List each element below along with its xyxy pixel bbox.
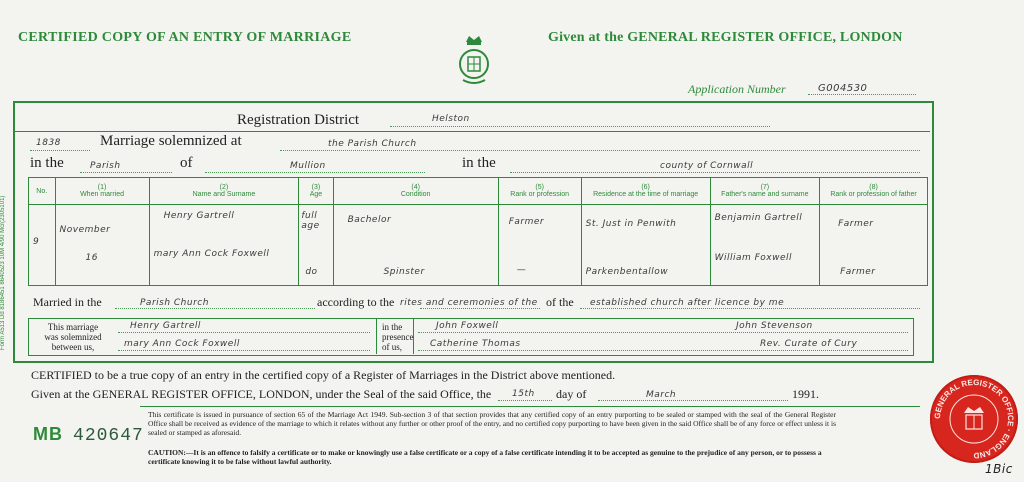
table-row (29, 205, 928, 286)
officiant-signature: John Stevenson (736, 321, 813, 331)
issue-year: 1991. (792, 387, 819, 401)
in-the-label: in the (30, 155, 64, 171)
col-father-rank-header: (8) Rank or profession of father (820, 178, 928, 205)
county-value: county of Cornwall (660, 161, 754, 171)
officiant-title: Rev. Curate of Cury (760, 339, 858, 349)
issue-day: 15th (512, 389, 535, 399)
royal-crest-icon (457, 32, 491, 92)
cell-father-rank: Farmer Farmer (820, 205, 928, 286)
col-when-married-header: (1) When married (55, 178, 149, 205)
col-name-header: (2) Name and Surname (149, 178, 299, 205)
according-label: according to the (317, 295, 395, 309)
groom-signature: Henry Gartrell (130, 321, 201, 331)
serial-number: MB 420647 (33, 424, 144, 446)
of-the-label: of the (546, 295, 574, 309)
of-label: of (180, 155, 193, 171)
bride-signature: mary Ann Cock Foxwell (124, 339, 240, 349)
col-father-name-header: (7) Father's name and surname (710, 178, 820, 205)
presence-label: in the presence of us, (382, 322, 414, 352)
col-age-header: (3) Age (299, 178, 333, 205)
certificate-title: CERTIFIED COPY OF AN ENTRY OF MARRIAGE (18, 30, 352, 45)
issue-month: March (646, 390, 677, 400)
seal-emblem-icon (930, 375, 1018, 463)
issuing-office-title: Given at the GENERAL REGISTER OFFICE, LONDON (548, 30, 903, 45)
parish-value: Parish (90, 161, 121, 171)
registration-district-label: Registration District (237, 112, 360, 128)
col-condition-header: (4) Condition (333, 178, 498, 205)
solemnized-label: Marriage solemnized at (100, 133, 242, 149)
col-rank-header: (5) Rank or profession (498, 178, 581, 205)
form-code: Form A513 Dd 8186451 8640523 10M 4/90 Mcr(2305101) (0, 195, 6, 350)
cell-no: 9 (29, 205, 56, 286)
cell-rank: Farmer — (498, 205, 581, 286)
registration-district-value: Helston (432, 114, 470, 124)
cell-when-married: November 16 (55, 205, 149, 286)
witness-1: John Foxwell (436, 321, 499, 331)
gro-seal (930, 375, 1018, 463)
in-the-label-2: in the (462, 155, 496, 171)
church-value: established church after licence by me (590, 298, 785, 308)
marriage-year: 1838 (36, 138, 61, 148)
married-in-value: Parish Church (140, 298, 209, 308)
svg-text:GENERAL REGISTER OFFICE · ENGL: GENERAL REGISTER OFFICE · ENGLAND (932, 377, 1016, 461)
solemnized-place: the Parish Church (328, 139, 417, 149)
certified-statement: CERTIFIED to be a true copy of an entry in the certified copy of a Register of Marriages in the District above mentioned. (31, 368, 616, 382)
cell-condition: Bachelor Spinster (333, 205, 498, 286)
cell-age: full age do (299, 205, 333, 286)
marriage-register-table (28, 177, 928, 286)
given-at-statement: Given at the GENERAL REGISTER OFFICE, LONDON, under the Seal of the said Office, the (31, 387, 492, 401)
col-no-header: No. (29, 178, 56, 205)
witness-2: Catherine Thomas (430, 339, 521, 349)
between-us-label: This marriage was solemnized between us, (44, 322, 102, 352)
married-in-label: Married in the (33, 295, 102, 309)
cell-father-name: Benjamin Gartrell William Foxwell (710, 205, 820, 286)
col-residence-header: (6) Residence at the time of marriage (581, 178, 710, 205)
corner-note: 1Bic (985, 462, 1013, 476)
caution-statement: CAUTION:—It is an offence to falsify a certificate or to make or knowingly use a false certificate or a copy of a false certificate intending it to be accepted as genuine to the prejudice of any person, or to possess a certificate knowing it to be false without lawful authority. (148, 448, 822, 466)
day-of-label: day of (556, 387, 587, 401)
cell-names: Henry Gartrell mary Ann Cock Foxwell (149, 205, 299, 286)
application-number-value: G004530 (818, 83, 868, 94)
table-header-row (29, 178, 928, 205)
legal-statement: This certificate is issued in pursuance of section 65 of the Marriage Act 1949. Sub-section 3 of that section provides that any certified copy of an entry purporting to be sealed or stamped with the seal of the General Register Office shall be received as evidence of the marriage to which it relates without any further or other proof of the entry, and no certified copy purporting to have been given in the said Office shall be of any force or effect unless it is sealed or stamped as aforesaid. (148, 410, 836, 437)
application-number-label: Application Number (688, 82, 786, 96)
location-value: Mullion (290, 161, 326, 171)
rites-value: rites and ceremonies of the (400, 298, 538, 308)
cell-residence: St. Just in Penwith Parkenbentallow (581, 205, 710, 286)
